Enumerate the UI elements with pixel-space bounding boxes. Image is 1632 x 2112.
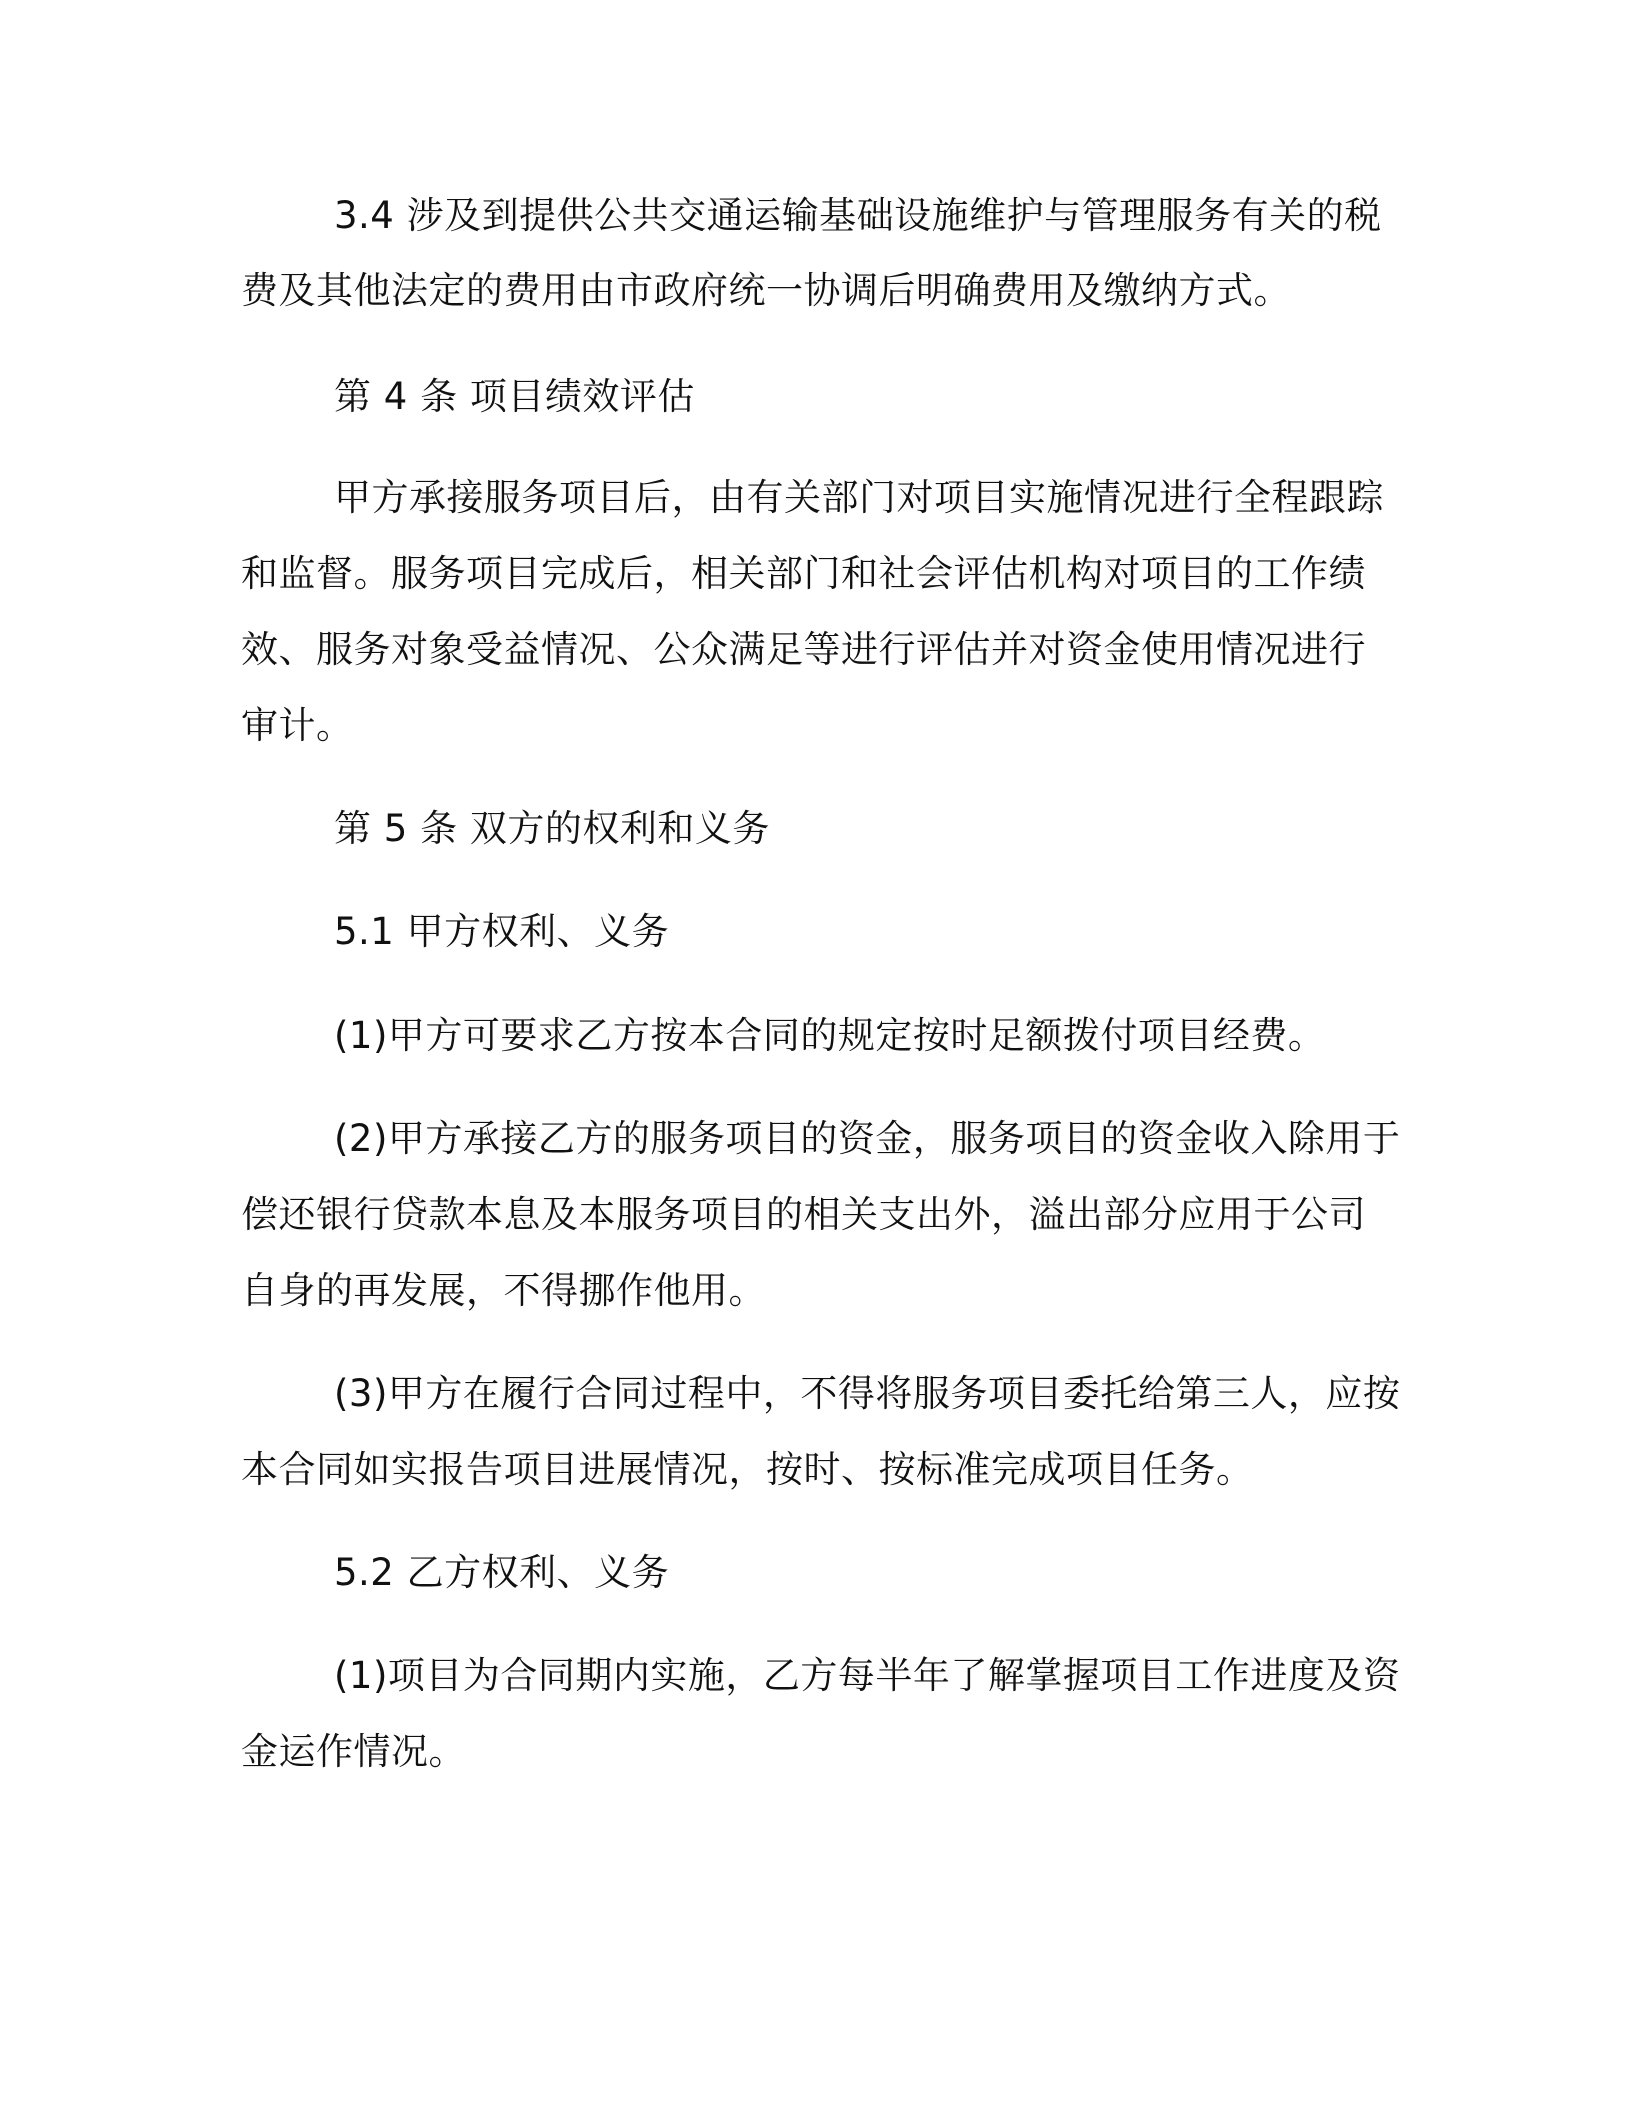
article-4-paragraph-line-1: 甲方承接服务项目后，由有关部门对项目实施情况进行全程跟踪 — [334, 476, 1384, 519]
article-5-heading: 第 5 条 双方的权利和义务 — [334, 807, 770, 850]
clause-5-2-heading: 5.2 乙方权利、义务 — [334, 1551, 670, 1594]
clause-3-4-line-1: 3.4 涉及到提供公共交通运输基础设施维护与管理服务有关的税 — [334, 194, 1382, 237]
clause-5-2-item-1-line-2: 金运作情况。 — [241, 1730, 466, 1773]
article-4-paragraph-line-3: 效、服务对象受益情况、公众满足等进行评估并对资金使用情况进行 — [241, 628, 1366, 671]
clause-5-2-item-1-line-1: (1)项目为合同期内实施，乙方每半年了解掌握项目工作进度及资 — [334, 1654, 1401, 1697]
clause-5-1-item-3-line-2: 本合同如实报告项目进展情况，按时、按标准完成项目任务。 — [241, 1448, 1254, 1491]
clause-5-1-heading: 5.1 甲方权利、义务 — [334, 910, 670, 953]
clause-5-1-item-2-line-3: 自身的再发展，不得挪作他用。 — [241, 1269, 766, 1312]
clause-3-4-line-2: 费及其他法定的费用由市政府统一协调后明确费用及缴纳方式。 — [241, 269, 1291, 312]
clause-5-1-item-1: (1)甲方可要求乙方按本合同的规定按时足额拨付项目经费。 — [334, 1014, 1326, 1057]
article-4-heading: 第 4 条 项目绩效评估 — [334, 375, 695, 418]
article-4-paragraph-line-2: 和监督。服务项目完成后，相关部门和社会评估机构对项目的工作绩 — [241, 552, 1366, 595]
clause-5-1-item-2-line-1: (2)甲方承接乙方的服务项目的资金，服务项目的资金收入除用于 — [334, 1117, 1401, 1160]
clause-5-1-item-2-line-2: 偿还银行贷款本息及本服务项目的相关支出外，溢出部分应用于公司 — [241, 1193, 1366, 1236]
clause-5-1-item-3-line-1: (3)甲方在履行合同过程中，不得将服务项目委托给第三人，应按 — [334, 1372, 1401, 1415]
article-4-paragraph-line-4: 审计。 — [241, 704, 354, 747]
